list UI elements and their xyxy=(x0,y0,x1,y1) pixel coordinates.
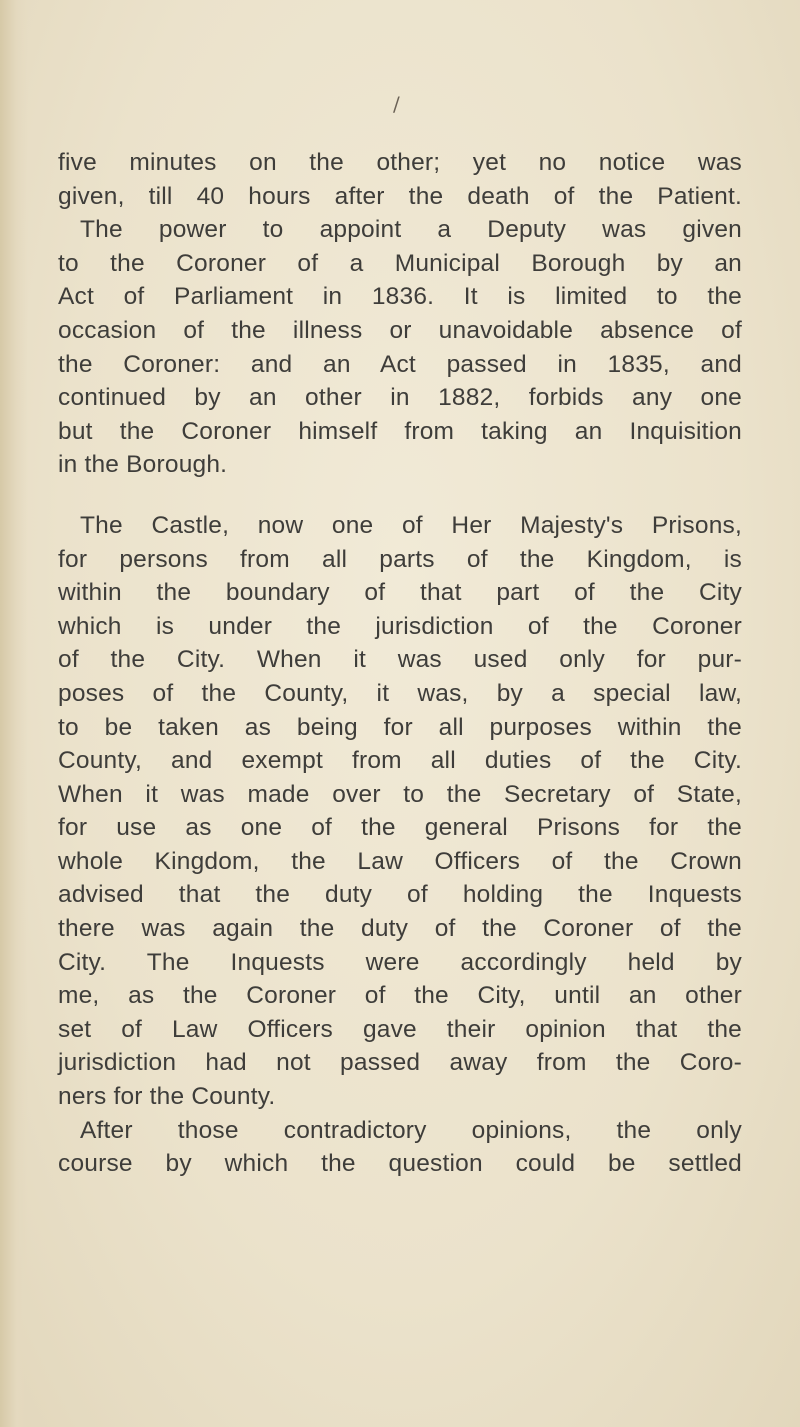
text-line: set of Law Officers gave their opinion that the xyxy=(58,1015,742,1043)
paragraph-3 xyxy=(58,509,742,1114)
text-line: The Castle, now one of Her Majesty's Prisons, xyxy=(80,511,742,539)
paragraph-1 xyxy=(58,146,742,213)
page-edge-shadow xyxy=(0,0,28,1427)
text-line: of the City. When it was used only for pur- xyxy=(58,646,742,674)
text-line: me, as the Coroner of the City, until an other xyxy=(58,982,742,1010)
text-line: jurisdiction had not passed away from the Coro- xyxy=(58,1049,742,1077)
text-line: there was again the duty of the Coroner of the xyxy=(58,915,742,943)
paragraph-2 xyxy=(58,213,742,482)
text-line: five minutes on the other; yet no notice was xyxy=(58,149,742,176)
text-line: course by which the question could be settled xyxy=(58,1150,742,1178)
text-line: Act of Parliament in 1836. It is limited to the xyxy=(58,283,742,311)
text-line: for persons from all parts of the Kingdom, is xyxy=(58,545,742,573)
paragraph-4 xyxy=(58,1114,742,1181)
text-line: ners for the County. xyxy=(58,1083,276,1111)
text-line: for use as one of the general Prisons for the xyxy=(58,814,742,842)
page-mark: / xyxy=(393,92,400,116)
text-line: which is under the jurisdiction of the Coroner xyxy=(58,612,742,640)
page-body xyxy=(58,146,742,1181)
text-line: to be taken as being for all purposes within the xyxy=(58,713,742,741)
text-line: continued by an other in 1882, forbids any one xyxy=(58,384,742,412)
text-line: to the Coroner of a Municipal Borough by an xyxy=(58,249,742,277)
text-line: given, till 40 hours after the death of the Patient. xyxy=(58,182,742,210)
text-line: in the Borough. xyxy=(58,451,228,479)
text-line: occasion of the illness or unavoidable absence of xyxy=(58,316,742,344)
text-line: County, and exempt from all duties of the City. xyxy=(58,747,742,775)
text-line: advised that the duty of holding the Inquests xyxy=(58,881,742,909)
text-line: the Coroner: and an Act passed in 1835, and xyxy=(58,350,742,378)
text-line: but the Coroner himself from taking an Inquisition xyxy=(58,417,742,445)
text-line: The power to appoint a Deputy was given xyxy=(80,216,742,244)
text-line: poses of the County, it was, by a special law, xyxy=(58,679,742,707)
text-line: within the boundary of that part of the City xyxy=(58,579,742,607)
text-line: When it was made over to the Secretary of State, xyxy=(58,780,742,808)
text-line: City. The Inquests were accordingly held by xyxy=(58,948,742,976)
paragraph-gap xyxy=(58,482,742,509)
text-line: whole Kingdom, the Law Officers of the Crown xyxy=(58,847,742,875)
text-line: After those contradictory opinions, the only xyxy=(80,1116,742,1144)
